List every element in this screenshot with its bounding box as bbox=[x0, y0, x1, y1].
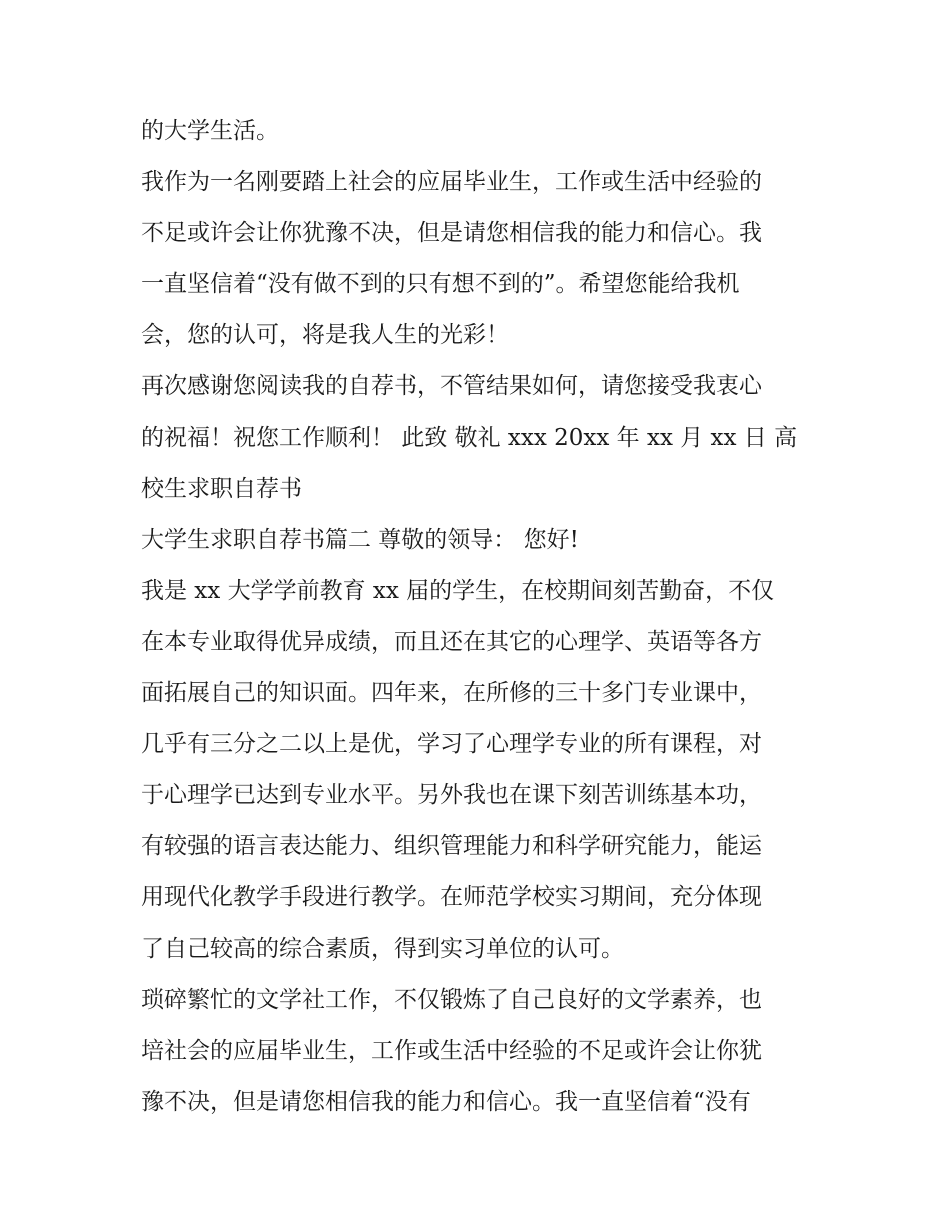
text-line: 不足或许会让你犹豫不决，但是请您相信我的能力和信心。我 bbox=[141, 220, 762, 247]
text-line: 我是 xx 大学学前教育 xx 届的学生，在校期间刻苦勤奋，不仅 bbox=[141, 577, 775, 604]
text-line: 了自己较高的综合素质，得到实习单位的认可。 bbox=[141, 935, 624, 962]
text-line: 用现代化教学手段进行教学。在师范学校实习期间，充分体现 bbox=[141, 884, 762, 911]
section-heading-line: 大学生求职自荐书篇二 尊敬的领导： 您好! bbox=[141, 526, 579, 553]
text-line: 豫不决，但是请您相信我的能力和信心。我一直坚信着“没有 bbox=[141, 1088, 751, 1115]
text-line: 几乎有三分之二以上是优，学习了心理学专业的所有课程，对 bbox=[141, 731, 762, 758]
text-line: 在本专业取得优异成绩，而且还在其它的心理学、英语等各方 bbox=[141, 628, 762, 655]
text-line: 一直坚信着“没有做不到的只有想不到的”。希望您能给我机 bbox=[141, 271, 740, 298]
document-body bbox=[141, 106, 821, 1128]
text-line: 的祝福！祝您工作顺利！ 此致 敬礼 xxx 20xx 年 xx 月 xx 日 高 bbox=[141, 424, 798, 451]
text-line: 再次感谢您阅读我的自荐书，不管结果如何，请您接受我衷心 bbox=[141, 373, 762, 400]
text-line: 琐碎繁忙的文学社工作，不仅锻炼了自己良好的文学素养，也 bbox=[141, 986, 762, 1013]
text-line: 培社会的应届毕业生，工作或生活中经验的不足或许会让你犹 bbox=[141, 1037, 762, 1064]
text-line: 面拓展自己的知识面。四年来，在所修的三十多门专业课中， bbox=[141, 680, 762, 707]
text-line: 于心理学已达到专业水平。另外我也在课下刻苦训练基本功， bbox=[141, 782, 762, 809]
text-line: 我作为一名刚要踏上社会的应届毕业生，工作或生活中经验的 bbox=[141, 169, 762, 196]
text-line: 会，您的认可，将是我人生的光彩！ bbox=[141, 322, 509, 349]
text-line: 有较强的语言表达能力、组织管理能力和科学研究能力，能运 bbox=[141, 833, 762, 860]
text-line: 校生求职自荐书 bbox=[141, 475, 302, 502]
text-line: 的大学生活。 bbox=[141, 118, 279, 144]
